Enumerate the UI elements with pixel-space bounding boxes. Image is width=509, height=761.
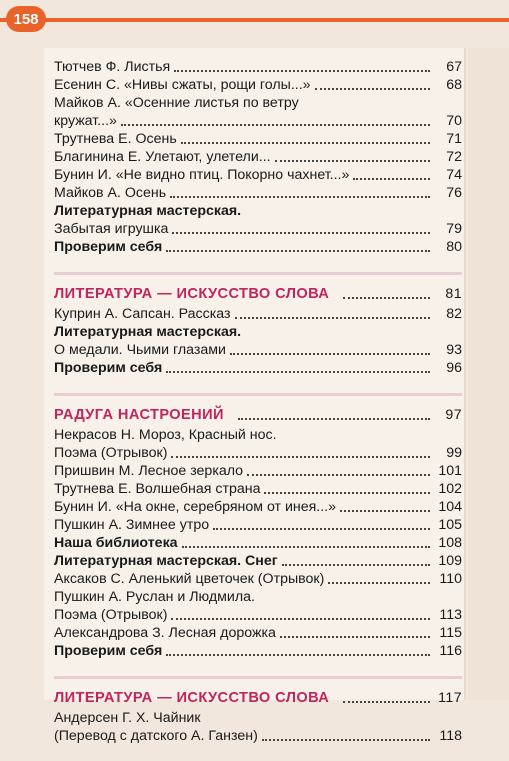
section-title: ЛИТЕРАТУРА — ИСКУССТВО СЛОВА	[54, 286, 330, 302]
dot-leader	[262, 739, 430, 741]
toc-entry[interactable]	[54, 516, 462, 534]
section-page-number: 97	[445, 407, 462, 423]
section-heading	[54, 285, 462, 303]
entry-page-number: 71	[446, 131, 462, 147]
dot-leader	[172, 232, 430, 234]
section-title: РАДУГА НАСТРОЕНИЙ	[54, 407, 224, 423]
toc-entry[interactable]	[54, 112, 462, 130]
entry-title: Проверим себя	[54, 360, 163, 376]
entry-page-number: 68	[446, 77, 462, 93]
dot-leader	[264, 492, 430, 494]
section-title: ЛИТЕРАТУРА — ИСКУССТВО СЛОВА	[54, 690, 330, 706]
entry-page-number: 70	[446, 113, 462, 129]
dot-leader	[235, 317, 431, 319]
entry-page-number: 101	[438, 463, 462, 479]
entry-title: Майков А. Осень	[54, 185, 167, 201]
dot-leader	[174, 70, 430, 72]
dot-leader	[282, 564, 430, 566]
entry-title: Литературная мастерская.	[54, 203, 242, 219]
dot-leader	[171, 618, 430, 620]
dot-leader	[343, 701, 430, 703]
toc-entry[interactable]	[54, 642, 462, 660]
entry-title: Литературная мастерская. Снег	[54, 553, 278, 569]
entry-page-number: 99	[446, 445, 462, 461]
entry-title: Александрова З. Лесная дорожка	[54, 625, 276, 641]
dot-leader	[340, 510, 430, 512]
dot-leader	[343, 297, 430, 299]
section-heading	[54, 406, 462, 424]
toc-entry[interactable]	[54, 323, 462, 341]
toc-entry[interactable]	[54, 426, 462, 444]
toc-entry[interactable]	[54, 606, 462, 624]
entry-title: Трутнева Е. Волшебная страна	[54, 481, 261, 497]
page-number-badge: 158	[6, 6, 46, 32]
entry-page-number: 116	[439, 643, 462, 659]
facing-page-edge	[468, 48, 509, 700]
toc-entry[interactable]	[54, 305, 462, 323]
entry-title: Благинина Е. Улетают, улетели...	[54, 149, 271, 165]
entry-page-number: 74	[446, 167, 462, 183]
toc-entry[interactable]	[54, 444, 462, 462]
dot-leader	[280, 636, 430, 638]
dot-leader	[247, 474, 430, 476]
toc-entry[interactable]	[54, 462, 462, 480]
toc-section	[54, 406, 462, 660]
entry-page-number: 109	[438, 553, 462, 569]
toc-entry[interactable]	[54, 94, 462, 112]
entry-page-number: 115	[439, 625, 462, 641]
section-page-number: 81	[445, 286, 462, 302]
dot-leader	[166, 654, 430, 656]
entry-title: Аксаков С. Аленький цветочек (Отрывок)	[54, 571, 325, 587]
section-page-number: 117	[438, 690, 462, 706]
entry-title: Бунин И. «Не видно птиц. Покорно чахнет...»	[54, 167, 350, 183]
dot-leader	[166, 371, 430, 373]
dot-leader	[166, 250, 430, 252]
toc-entry[interactable]	[54, 624, 462, 642]
toc-entry[interactable]	[54, 359, 462, 377]
entry-page-number: 72	[446, 149, 462, 165]
entry-page-number: 118	[439, 728, 462, 744]
entry-title: Тютчев Ф. Листья	[54, 59, 171, 75]
entry-page-number: 82	[446, 306, 462, 322]
entry-title: Некрасов Н. Мороз, Красный нос.	[54, 427, 277, 443]
toc-entry[interactable]	[54, 480, 462, 498]
entry-page-number: 113	[439, 607, 462, 623]
entry-title: Куприн А. Сапсан. Рассказ	[54, 306, 231, 322]
entry-title: Бунин И. «На окне, серебряном от инея...»	[54, 499, 337, 515]
entry-page-number: 79	[446, 221, 462, 237]
toc-entry[interactable]	[54, 220, 462, 238]
toc-entry[interactable]	[54, 727, 462, 745]
dot-leader	[328, 582, 430, 584]
toc-entry[interactable]	[54, 552, 462, 570]
entry-page-number: 104	[438, 499, 462, 515]
toc-entry[interactable]	[54, 341, 462, 359]
entry-title: (Перевод с датского А. Ганзен)	[54, 728, 258, 744]
entry-page-number: 108	[438, 535, 462, 551]
dot-leader	[238, 418, 430, 420]
entry-title: Проверим себя	[54, 239, 163, 255]
entry-page-number: 110	[439, 571, 462, 587]
toc-entry[interactable]	[54, 184, 462, 202]
dot-leader	[181, 142, 430, 144]
section-divider	[54, 393, 462, 396]
entry-title: Майков А. «Осенние листья по ветру	[54, 95, 299, 111]
toc-entry[interactable]	[54, 570, 462, 588]
section-divider	[54, 272, 462, 275]
entry-title: Есенин С. «Нивы сжаты, рощи голы...»	[54, 77, 311, 93]
entry-page-number: 96	[446, 360, 462, 376]
entry-page-number: 105	[438, 517, 462, 533]
entry-title: кружат...»	[54, 113, 117, 129]
dot-leader	[182, 546, 430, 548]
toc-section	[54, 58, 462, 256]
entry-title: Пришвин М. Лесное зеркало	[54, 463, 244, 479]
toc-entry[interactable]	[54, 58, 462, 76]
dot-leader	[121, 124, 430, 126]
toc-entry[interactable]	[54, 202, 462, 220]
table-of-contents	[54, 58, 462, 761]
section-divider	[54, 676, 462, 679]
entry-title: Поэма (Отрывок)	[54, 607, 168, 623]
entry-title: Поэма (Отрывок)	[54, 445, 168, 461]
toc-entry[interactable]	[54, 238, 462, 256]
dot-leader	[171, 456, 430, 458]
entry-title: О медали. Чьими глазами	[54, 342, 226, 358]
entry-page-number: 102	[438, 481, 462, 497]
entry-title: Забытая игрушка	[54, 221, 169, 237]
entry-page-number: 80	[446, 239, 462, 255]
toc-entry[interactable]	[54, 166, 462, 184]
toc-entry[interactable]	[54, 130, 462, 148]
dot-leader	[213, 528, 430, 530]
toc-entry[interactable]	[54, 709, 462, 727]
dot-leader	[170, 196, 430, 198]
entry-page-number: 93	[446, 342, 462, 358]
entry-title: Наша библиотека	[54, 535, 178, 551]
section-heading	[54, 689, 462, 707]
toc-entry[interactable]	[54, 76, 462, 94]
dot-leader	[230, 353, 430, 355]
entry-page-number: 76	[446, 185, 462, 201]
toc-entry[interactable]	[54, 148, 462, 166]
entry-title: Литературная мастерская.	[54, 324, 242, 340]
entry-title: Трутнева Е. Осень	[54, 131, 177, 147]
entry-title: Пушкин А. Руслан и Людмила.	[54, 589, 255, 605]
toc-entry[interactable]	[54, 498, 462, 516]
dot-leader	[353, 178, 430, 180]
toc-section	[54, 689, 462, 745]
entry-title: Андерсен Г. Х. Чайник	[54, 710, 201, 726]
dot-leader	[315, 88, 430, 90]
page-spine-bar	[0, 18, 509, 22]
entry-title: Пушкин А. Зимнее утро	[54, 517, 210, 533]
entry-page-number: 67	[446, 59, 462, 75]
entry-title: Проверим себя	[54, 643, 163, 659]
toc-section	[54, 285, 462, 377]
toc-entry[interactable]	[54, 534, 462, 552]
dot-leader	[275, 160, 430, 162]
toc-entry[interactable]	[54, 588, 462, 606]
